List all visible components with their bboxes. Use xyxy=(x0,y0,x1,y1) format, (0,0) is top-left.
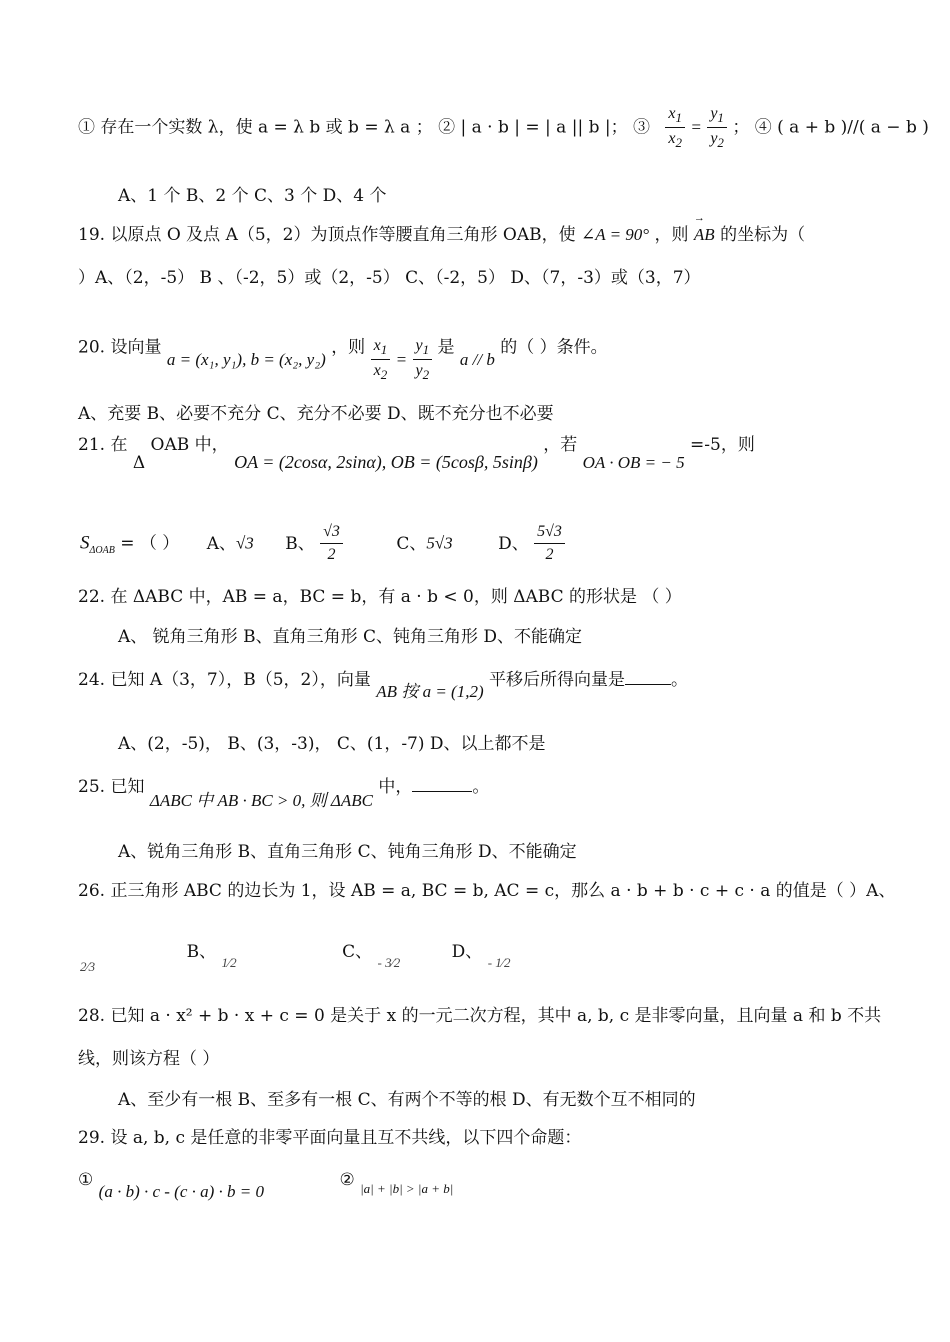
q18-statement: ① 存在一个实数 λ，使 a = λ b 或 b = λ a ； ② | a · b | = | a || b |； ③ xyxy=(78,117,650,138)
q19-text-c: 的坐标为（ xyxy=(720,225,806,245)
q20-x2: x xyxy=(373,362,381,380)
q18-statement-line: ① 存在一个实数 λ，使 a = λ b 或 b = λ a ； ② | a · b | = | a || b |； ③ $\frac{x_1}{x_2}$ = $\frac{y_1}{y_2}$ ； ④ ( a + b )//( a − b ) xyxy=(78,104,929,152)
q21-tail: =-5，则 xyxy=(690,435,755,455)
q20-line: 20. 设向量 a = (x₁, y₁), b = (x₂, y₂) ，则 $\frac{x_1}{x_2}$ = $\frac{y_1}{y_2}$ 是 a // b 的（ ）条件。 xyxy=(78,324,608,372)
q20-y2-sub: 2 xyxy=(422,367,430,383)
q25-end: 。 xyxy=(472,777,490,797)
q24-end: 。 xyxy=(671,670,689,690)
q21-delta: Δ xyxy=(132,453,146,473)
q21-dot-product: OA · OB = − 5 xyxy=(582,453,685,472)
q26-options xyxy=(80,942,511,974)
q18-fraction-y xyxy=(707,104,727,152)
q21-option-d-label: D、 xyxy=(498,533,529,554)
q20-condition: a // b xyxy=(459,349,495,369)
q19-vector-ab: → AB xyxy=(694,225,715,245)
q21-option-b xyxy=(320,522,343,566)
q29-prop-1: (a · b) · c - (c · a) · b = 0 xyxy=(98,1182,265,1201)
q21-option-c: 5√3 xyxy=(426,533,453,553)
q21-s: S xyxy=(80,532,90,554)
q18-y1: y xyxy=(710,105,718,122)
q21-expression: OA = (2cosα, 2sinα), OB = (5cosβ, 5sinβ) xyxy=(234,452,538,472)
q21-s-sub: ΔOAB xyxy=(89,544,115,556)
q18-y2-sub: 2 xyxy=(717,135,724,151)
q20-prefix: 20. 设向量 xyxy=(78,337,162,358)
q21-if: ，若 xyxy=(543,435,578,455)
q28-options: A、至少有一根 B、至多有一根 C、有两个不等的根 D、有无数个互不相同的 xyxy=(118,1090,696,1110)
q25-line xyxy=(78,777,490,810)
q22-line: 22. 在 ΔABC 中，AB = a，BC = b，有 a · b < 0，则 ΔABC 的形状是 （ ） xyxy=(78,587,682,607)
q18-x2: x xyxy=(668,130,676,148)
q25-mid: 中， xyxy=(378,777,413,797)
q18-x2-sub: 2 xyxy=(675,135,683,151)
q20-x1-sub: 1 xyxy=(380,342,388,358)
q22-options: A、 锐角三角形 B、直角三角形 C、钝角三角形 D、不能确定 xyxy=(118,627,583,647)
q21-option-c-label: C、 xyxy=(396,533,427,554)
q20-mid: ，则 xyxy=(331,337,366,358)
q21-option-a-label: A、 xyxy=(206,533,236,554)
q18-fraction-x xyxy=(665,104,685,152)
q21-eq: = （ ） xyxy=(120,533,180,554)
q20-options: A、充要 B、必要不充分 C、充分不必要 D、既不充分也不必要 xyxy=(78,404,554,424)
q21-oab: OAB 中， xyxy=(150,435,229,455)
q21-option-b-label: B、 xyxy=(285,533,315,554)
q26-option-c: - 3⁄2 xyxy=(377,955,401,970)
q19-text-b: ，则 xyxy=(654,225,689,245)
q20-x2-sub: 2 xyxy=(380,367,388,383)
q26-option-d: - 1⁄2 xyxy=(487,955,511,970)
q20-x1: x xyxy=(373,337,381,354)
q21-b-num: √3 xyxy=(320,522,343,544)
q26-option-c-label: C、 xyxy=(342,942,373,962)
q20-y2: y xyxy=(415,362,423,380)
q29-line: 29. 设 a, b, c 是任意的非零平面向量且互不共线，以下四个命题： xyxy=(78,1128,582,1148)
q24-suffix: 平移后所得向量是 xyxy=(489,670,626,690)
q24-options: A、(2，-5)， B、(3，-3)， C、(1，-7) D、以上都不是 xyxy=(118,734,546,754)
q24-expression: AB 按 a = (1,2) xyxy=(376,682,484,701)
q24-answer-blank xyxy=(625,684,671,685)
q25-answer-blank xyxy=(412,791,472,792)
q18-x1: x xyxy=(668,105,676,122)
q18-y2: y xyxy=(710,130,718,148)
q19-line-1 xyxy=(78,225,805,245)
q21-b-den: 2 xyxy=(327,545,336,563)
q21-option-d xyxy=(534,522,565,566)
q18-y1-sub: 1 xyxy=(717,110,724,126)
q21-d-den: 2 xyxy=(545,545,554,563)
q18-tail: ； ④ ( a + b )//( a − b ) xyxy=(732,117,929,138)
q19-text: 19. 以原点 O 及点 A（5，2）为顶点作等腰直角三角形 OAB，使 xyxy=(78,225,576,245)
q26-option-a: 2⁄3 xyxy=(80,959,96,974)
q25-prefix: 25. 已知 xyxy=(78,777,145,797)
q28-line-2: 线，则该方程（ ） xyxy=(78,1049,220,1069)
q25-options: A、锐角三角形 B、直角三角形 C、钝角三角形 D、不能确定 xyxy=(118,842,577,862)
q20-y1: y xyxy=(415,337,423,354)
q19-angle: ∠A = 90° xyxy=(581,225,650,244)
q29-prop-2: |a| + |b| > |a + b| xyxy=(360,1181,454,1196)
q21-options-line xyxy=(80,522,565,566)
q21-prefix: 21. 在 xyxy=(78,435,128,455)
q18-x1-sub: 1 xyxy=(675,110,683,126)
q19-line-2: ）A、（2，-5） B 、（-2，5）或（2，-5） C、（-2，5） D、（7，-3）或（3，7） xyxy=(78,268,701,288)
q18-options: A、1 个 B、2 个 C、3 个 D、4 个 xyxy=(118,186,387,206)
q21-option-a: √3 xyxy=(235,533,254,553)
q24-line xyxy=(78,670,689,701)
q26-line: 26. 正三角形 ABC 的边长为 1，设 AB = a, BC = b, AC = c，那么 a · b + b · c + c · a 的值是（ ）A、 xyxy=(78,881,896,901)
q20-fraction-y xyxy=(413,336,433,384)
q29-prop-1-num: ① xyxy=(78,1170,94,1190)
q20-y1-sub: 1 xyxy=(422,342,430,358)
q21-d-num: 5√3 xyxy=(534,522,565,544)
q20-expression: a = (x₁, y₁), b = (x₂, y₂) xyxy=(166,349,326,369)
q24-prefix: 24. 已知 A（3，7），B（5，2），向量 xyxy=(78,670,371,690)
q29-propositions xyxy=(78,1170,454,1201)
q29-prop-2-num: ② xyxy=(339,1170,355,1190)
q20-fraction-x xyxy=(371,336,391,384)
q26-option-b: 1⁄2 xyxy=(221,955,237,970)
q26-option-b-label: B、 xyxy=(186,942,217,962)
q21-line xyxy=(78,434,755,473)
q25-expression: ΔABC 中 AB · BC > 0, 则 ΔABC xyxy=(149,791,373,810)
q26-option-d-label: D、 xyxy=(451,942,483,962)
q28-line-1: 28. 已知 a · x² + b · x + c = 0 是关于 x 的一元二次方程，其中 a, b, c 是非零向量，且向量 a 和 b 不共 xyxy=(78,1006,882,1026)
q20-is: 是 xyxy=(437,337,455,358)
q20-suffix: 的（ ）条件。 xyxy=(500,337,608,358)
